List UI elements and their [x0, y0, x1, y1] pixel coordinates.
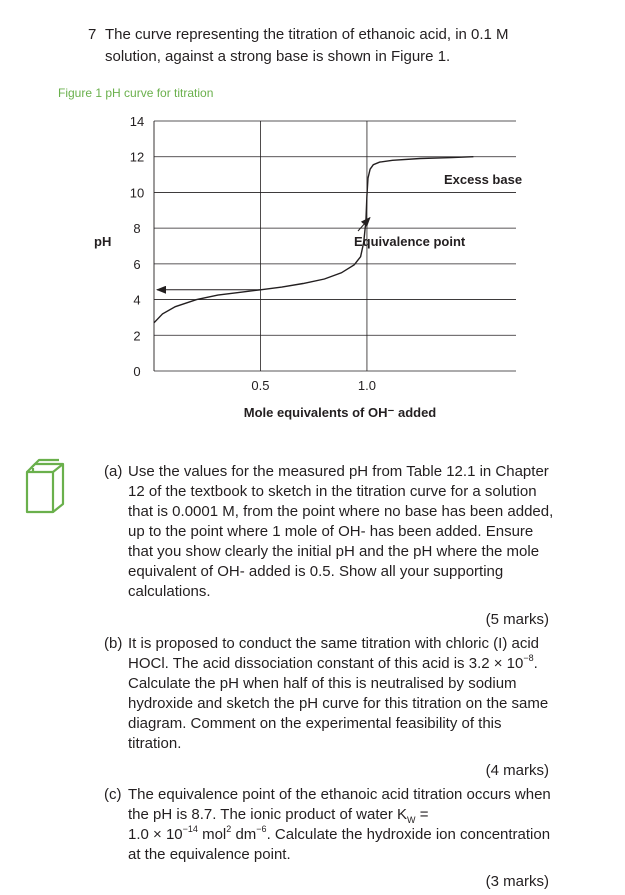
part-c-text — [128, 785, 556, 865]
part-b-marks: (4 marks) — [485, 762, 549, 779]
ka-exponent: −8 — [523, 653, 534, 663]
y-tick-label: 10 — [129, 185, 145, 201]
book-icon — [23, 458, 67, 516]
part-a — [104, 462, 556, 602]
part-b-label: (b) — [104, 635, 123, 652]
part-a-label: (a) — [104, 463, 123, 480]
y-tick-label: 0 — [133, 364, 141, 379]
part-a-text: Use the values for the measured pH from Table 12.1 in Chapter 12 of the textbook to sketch in the titration curve for a solution that is 0.0001 M, from the point where no base has been added, up to the point where 1 mole of OH- has been added. Ensure that you show clearly the initial pH and the pH where the mole equivalent of OH- added is 0.5. Show all your supporting calculations. — [128, 463, 554, 600]
kw-unit: mol — [197, 826, 227, 843]
part-b-text-1: It is proposed to conduct the same titration with chloric (I) acid HOCl. The acid dissociation constant of this acid is — [128, 635, 540, 672]
y-tick-label: 8 — [133, 221, 141, 237]
titration-chart — [0, 0, 625, 440]
kw-unit2-exponent: −6 — [256, 824, 267, 834]
part-c-text-1: The equivalence point of the ethanoic acid titration occurs when the pH is 8.7. The ionic product of water K — [128, 786, 551, 823]
x-tick-label: 1.0 — [357, 378, 376, 393]
kw-unit2: dm — [231, 826, 257, 843]
part-c-text-3: . Calculate the hydroxide ion concentration at the equivalence point. — [128, 826, 551, 863]
figure-caption: Figure 1 pH curve for titration — [58, 86, 214, 100]
kw-subscript: W — [407, 815, 416, 825]
x-axis-label: Mole equivalents of OH⁻ added — [243, 405, 437, 420]
y-tick-label: 12 — [129, 149, 145, 165]
kw-exponent: −14 — [182, 824, 198, 834]
y-tick-label: 4 — [133, 292, 141, 308]
kw-mantissa: 1.0 × 10 — [128, 826, 183, 843]
ka-mantissa: 3.2 × 10 — [468, 655, 524, 672]
kw-unit-exponent: 2 — [226, 824, 232, 834]
y-tick-label: 6 — [133, 256, 141, 272]
question-intro-text: The curve representing the titration of ethanoic acid, in 0.1 M solution, against a strong base is shown in Figure 1. — [105, 26, 509, 65]
part-a-marks: (5 marks) — [485, 611, 549, 628]
part-c — [104, 785, 556, 865]
y-axis-label: pH — [94, 234, 112, 249]
part-b-text-2: . Calculate the pH when half of this is neutralised by sodium hydroxide and sketch the pH curve for this titration on the same diagram. Comment on the experimental feasibility of this titration. — [128, 655, 549, 752]
excess-base-label: Excess base — [444, 172, 523, 187]
y-tick-label: 14 — [129, 114, 145, 129]
y-tick-label: 2 — [133, 328, 141, 344]
part-b — [104, 634, 556, 754]
question-number: 7 — [88, 26, 97, 43]
equivalence-point-arrow — [358, 218, 370, 231]
part-c-label: (c) — [104, 786, 122, 803]
equivalence-point-label: Equivalence point — [354, 234, 466, 249]
part-c-text-2: = — [415, 806, 429, 823]
part-b-text — [128, 634, 556, 754]
part-c-marks: (3 marks) — [485, 873, 549, 890]
x-tick-label: 0.5 — [251, 378, 270, 393]
